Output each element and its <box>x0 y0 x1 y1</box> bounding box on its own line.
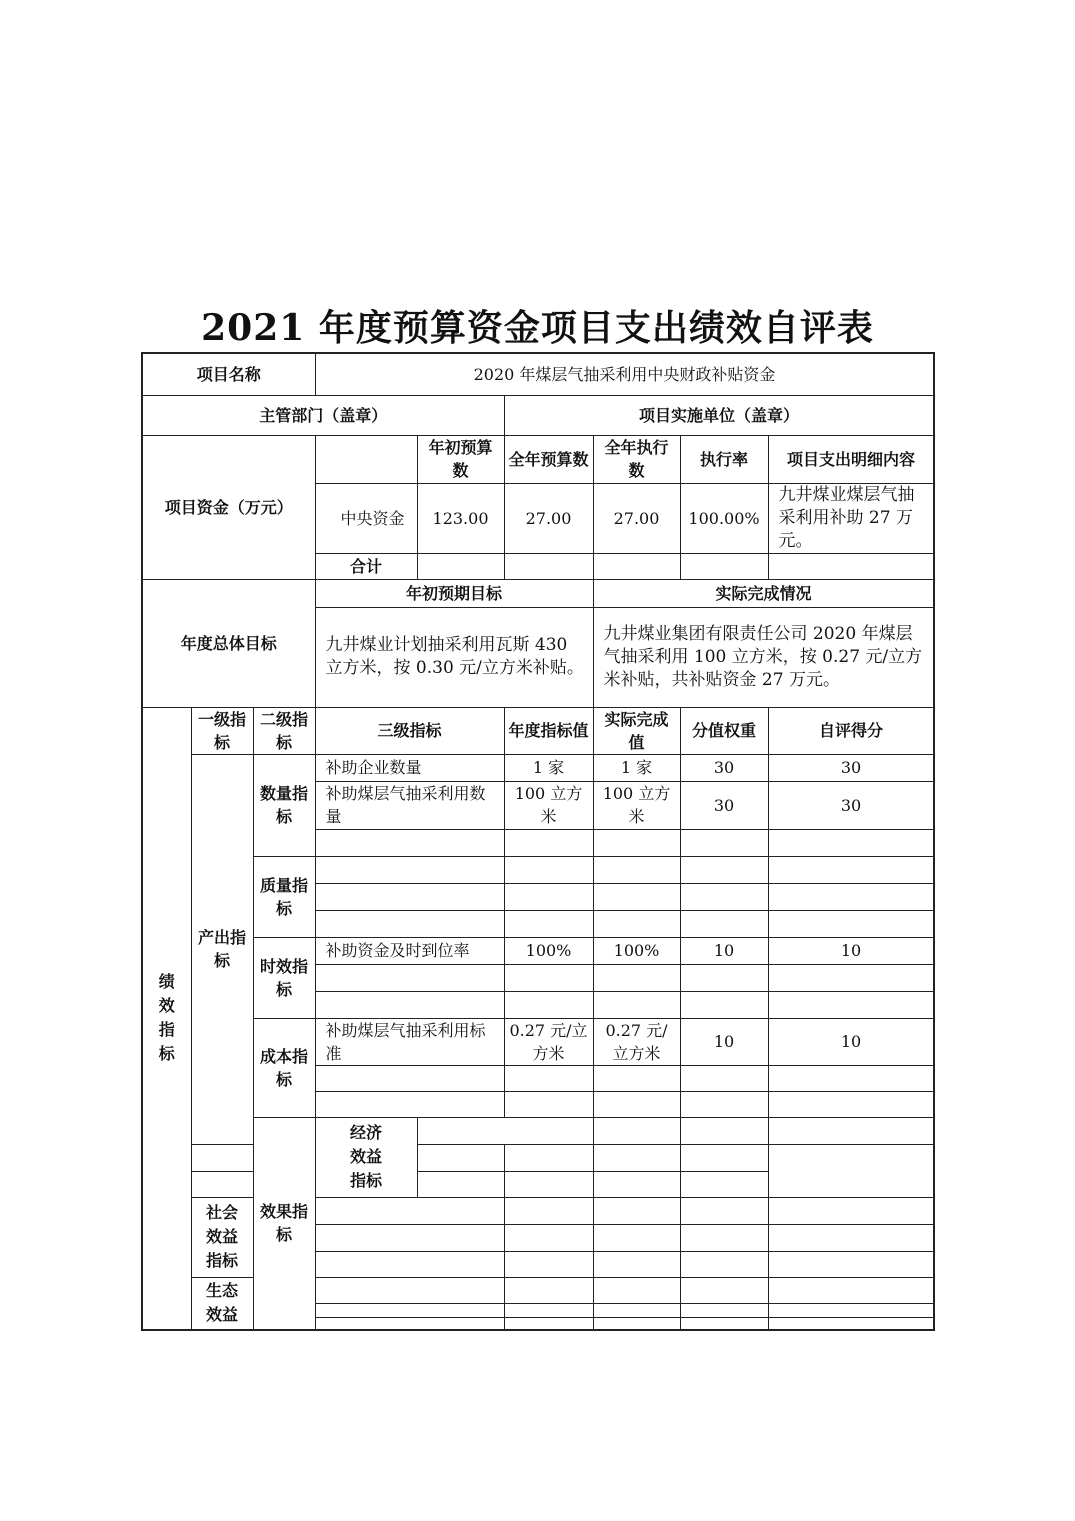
page-title: 2021 年度预算资金项目支出绩效自评表 <box>201 307 874 349</box>
indicator-name: 补助煤层气抽采利用标准 <box>315 1018 504 1065</box>
funds-header-detail: 项目支出明细内容 <box>768 435 934 483</box>
table-row <box>142 1117 934 1144</box>
goal-actual-header: 实际完成情况 <box>593 579 934 607</box>
indicator-score: 30 <box>768 754 934 781</box>
performance-evaluation-table <box>141 352 935 1331</box>
funds-central-label: 中央资金 <box>315 483 417 553</box>
quantity-label: 数量指标 <box>253 754 315 856</box>
goal-label: 年度总体目标 <box>142 579 315 707</box>
eco-label: 生态效益 <box>191 1277 253 1330</box>
header-l1: 一级指标 <box>191 707 253 754</box>
indicator-name: 补助资金及时到位率 <box>315 937 504 964</box>
indicator-weight: 10 <box>680 937 768 964</box>
indicator-score: 10 <box>768 1018 934 1065</box>
project-name-label: 项目名称 <box>142 353 315 395</box>
economic-label: 经济效益指标 <box>315 1117 417 1197</box>
header-target: 年度指标值 <box>504 707 593 754</box>
indicator-target: 100 立方米 <box>504 781 593 829</box>
indicator-weight: 30 <box>680 754 768 781</box>
indicator-score: 30 <box>768 781 934 829</box>
funds-header-annual: 全年预算数 <box>504 435 593 483</box>
funds-total-annual <box>504 553 593 579</box>
indicator-actual: 100% <box>593 937 680 964</box>
indicator-actual: 0.27 元/立方米 <box>593 1018 680 1065</box>
funds-central-annual: 27.00 <box>504 483 593 553</box>
funds-header-rate: 执行率 <box>680 435 768 483</box>
funds-total-label: 合计 <box>315 553 417 579</box>
indicator-target: 100% <box>504 937 593 964</box>
goal-actual-text: 九井煤业集团有限责任公司 2020 年煤层气抽采利用 100 立方米，按 0.27 元/立方米补贴，共补贴资金 27 万元。 <box>593 607 934 707</box>
header-weight: 分值权重 <box>680 707 768 754</box>
indicator-name: 补助煤层气抽采利用数量 <box>315 781 504 829</box>
indicator-target: 1 家 <box>504 754 593 781</box>
indicator-target: 0.27 元/立方米 <box>504 1018 593 1065</box>
goal-expected-header: 年初预期目标 <box>315 579 593 607</box>
quality-label: 质量指标 <box>253 856 315 937</box>
funds-central-executed: 27.00 <box>593 483 680 553</box>
funds-total-detail <box>768 553 934 579</box>
impl-unit-label: 项目实施单位（盖章） <box>504 395 934 435</box>
indicators-section-label: 绩效指标 <box>142 707 191 1330</box>
social-label: 社会效益指标 <box>191 1197 253 1277</box>
indicator-score: 10 <box>768 937 934 964</box>
funds-header-blank <box>315 435 417 483</box>
project-name-value: 2020 年煤层气抽采利用中央财政补贴资金 <box>315 353 934 395</box>
funds-central-detail: 九井煤业煤层气抽采利用补助 27 万元。 <box>768 483 934 553</box>
indicator-actual: 100 立方米 <box>593 781 680 829</box>
header-l3: 三级指标 <box>315 707 504 754</box>
table-row <box>142 856 934 883</box>
table-row <box>142 1171 934 1197</box>
table-row <box>142 1144 934 1171</box>
funds-central-initial: 123.00 <box>417 483 504 553</box>
indicator-name: 补助企业数量 <box>315 754 504 781</box>
dept-label: 主管部门（盖章） <box>142 395 504 435</box>
header-l2: 二级指标 <box>253 707 315 754</box>
timeliness-label: 时效指标 <box>253 937 315 1018</box>
funds-header-executed: 全年执行数 <box>593 435 680 483</box>
header-score: 自评得分 <box>768 707 934 754</box>
output-label: 产出指标 <box>191 754 253 1144</box>
cost-label: 成本指标 <box>253 1018 315 1117</box>
header-actual: 实际完成值 <box>593 707 680 754</box>
funds-total-executed <box>593 553 680 579</box>
funds-total-rate <box>680 553 768 579</box>
indicator-weight: 10 <box>680 1018 768 1065</box>
funds-label: 项目资金（万元） <box>142 435 315 579</box>
funds-header-initial: 年初预算数 <box>417 435 504 483</box>
indicator-actual: 1 家 <box>593 754 680 781</box>
goal-expected-text: 九井煤业计划抽采利用瓦斯 430 立方米，按 0.30 元/立方米补贴。 <box>315 607 593 707</box>
funds-total-initial <box>417 553 504 579</box>
effect-label: 效果指标 <box>253 1117 315 1330</box>
funds-central-rate: 100.00% <box>680 483 768 553</box>
indicator-weight: 30 <box>680 781 768 829</box>
